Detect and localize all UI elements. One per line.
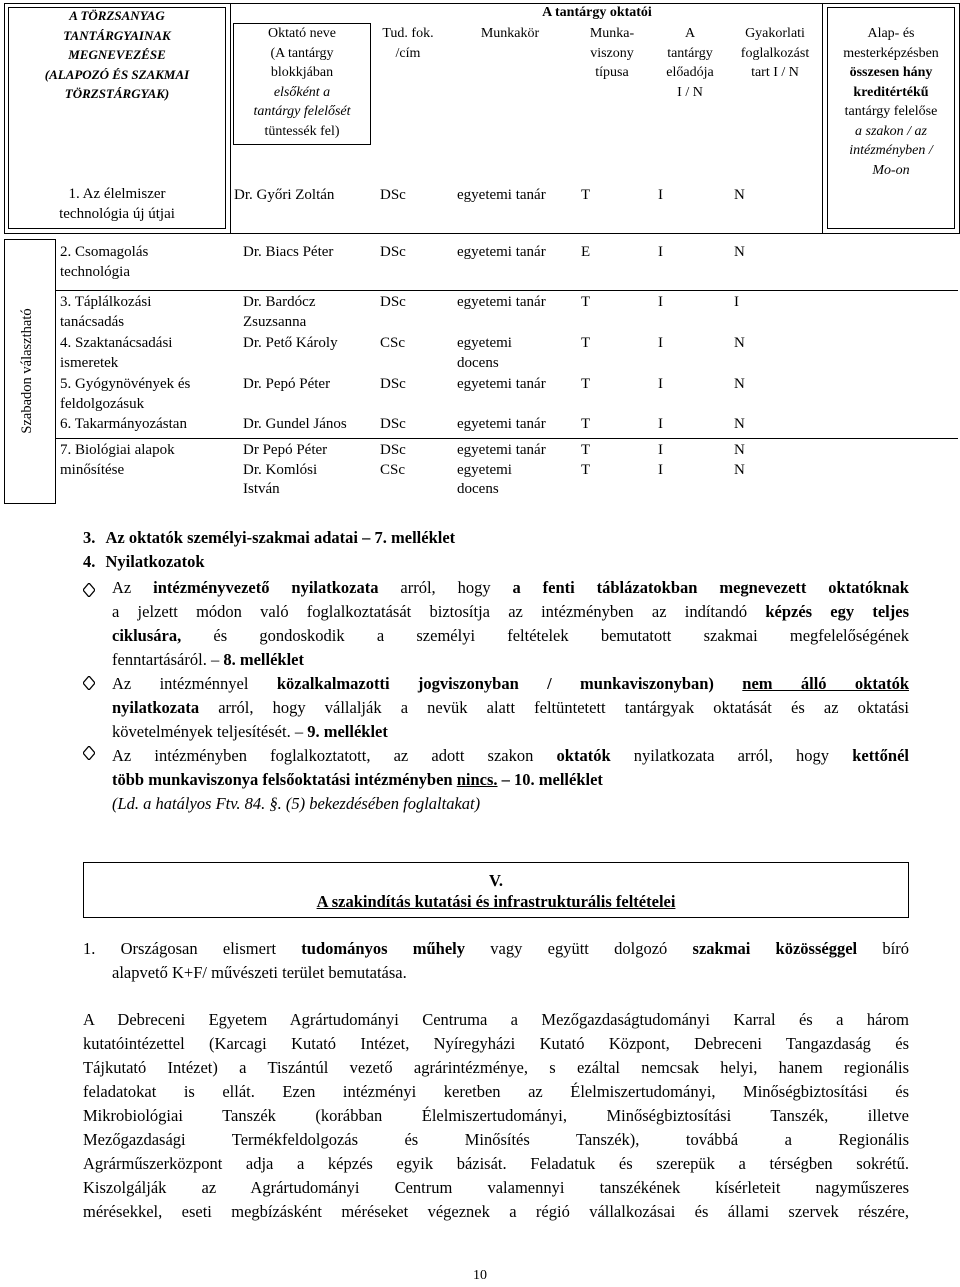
row-type [581, 375, 590, 395]
row-type [581, 293, 590, 313]
row-role-line: egyetemi tanár [457, 442, 546, 458]
row-lecturer-line: I [658, 335, 663, 351]
row-subject [60, 243, 148, 282]
row-subject [60, 293, 151, 332]
row-degree [380, 441, 406, 480]
row-degree-line: DSc [380, 244, 406, 260]
row-role-line: docens [457, 354, 499, 371]
elective-divider [55, 239, 56, 504]
row-degree-line: DSc [380, 376, 406, 392]
row-name-line: Dr. Pepó Péter [243, 376, 331, 392]
elective-rule-2 [55, 438, 958, 439]
section-v-title: A szakindítás kutatási és infrastrukturális feltételei [316, 892, 676, 911]
row-practice [734, 415, 745, 435]
row-name [243, 415, 347, 435]
row-type-line: T [581, 376, 591, 392]
row-role-line: egyetemi tanár [457, 244, 546, 260]
section-4-text: Nyilatkozatok [105, 552, 205, 571]
row-lecturer-line: I [658, 416, 663, 432]
row-practice-line: N [734, 376, 745, 392]
declaration-2-line-3: követelmények teljesítését. – 9. melléklet [112, 722, 388, 741]
row-subject-line: tanácsadás [60, 313, 125, 330]
row-role-line: egyetemi tanár [457, 294, 546, 310]
header-credits: Alap- és mesterképzésben összesen hány kreditértékű tantárgy felelőse a szakon / az intézményben / Mo-on [843, 26, 939, 178]
row-subject-line: 4. Szaktanácsadási [60, 335, 173, 351]
header-employment-type: Munka- viszony típusa [589, 26, 635, 80]
elective-border-left [4, 239, 5, 503]
row-role-line: docens [457, 481, 499, 497]
row-role [457, 243, 546, 263]
paragraph-line: feladatokat is ellát. Ezen intézményi keretben az Élelmiszertudományi, Minőségbiztosítási és [83, 1082, 909, 1101]
row-name [243, 293, 315, 332]
row-lecturer-line: I [658, 461, 663, 478]
header-subject: A TÖRZSANYAG TANTÁRGYAINAK MEGNEVEZÉSE (ALAPOZÓ ÉS SZAKMAI TÖRZSTÁRGYAK) [44, 8, 190, 101]
row-name-line: Zsuzsanna [243, 313, 307, 330]
row-type [581, 243, 590, 263]
row-practice-line: N [734, 416, 745, 432]
row1-practice: N [734, 187, 745, 203]
row-subject-line: ismeretek [60, 354, 119, 371]
header-group-title: A tantárgy oktatói [542, 5, 652, 20]
header-degree: Tud. fok. /cím [382, 26, 434, 61]
row-subject-line: 3. Táplálkozási [60, 294, 152, 310]
row-lecturer-line: I [658, 442, 663, 458]
row-degree-line: DSc [380, 416, 406, 432]
row-type [581, 441, 590, 480]
row-name-line: István [243, 481, 280, 497]
row-type-line: T [581, 335, 591, 351]
row-type [581, 334, 590, 354]
row-lecturer [658, 375, 663, 395]
row-name-line: Dr. Pető Károly [243, 335, 338, 351]
row-name-line: Dr. Komlósi [243, 461, 318, 478]
row-lecturer [658, 293, 663, 313]
row-name [243, 441, 327, 500]
row-name-line: Dr Pepó Péter [243, 442, 328, 458]
row-name-line: Dr. Gundel János [243, 416, 347, 432]
row-subject-line: minősítése [60, 461, 125, 478]
row-type-line: T [581, 461, 591, 478]
section-4-number: 4. [83, 552, 96, 571]
header-teacher-name: Oktató neve (A tantárgy blokkjában elsőként a tantárgy felelősét tüntessék fel) [253, 26, 351, 139]
section-v-number: V. [489, 871, 503, 890]
row-role [457, 334, 512, 373]
row-subject-line: 2. Csomagolás [60, 244, 149, 260]
row-subject-line: technológia [60, 263, 130, 280]
row-name [243, 375, 330, 395]
row1-lecturer: I [658, 187, 663, 203]
bullet-diamond-icon [83, 746, 95, 760]
row-practice [734, 375, 745, 395]
page-number: 10 [473, 1268, 487, 1283]
elective-side-label: Szabadon választható [19, 308, 35, 434]
header-practice: Gyakorlati foglalkozást tart I / N [740, 26, 810, 80]
row-practice-line: N [734, 461, 745, 478]
row-degree-line: DSc [380, 442, 406, 458]
row-degree-line: CSc [380, 335, 406, 351]
paragraph-line: kutatóintézettel (Karcagi Kutató Intézet, Nyíregyházi Kutató Központ, Debreceni Tangazdaság és [83, 1034, 909, 1053]
row1-name: Dr. Győri Zoltán [234, 187, 335, 203]
header-position: Munkakör [480, 26, 540, 41]
paragraph-line: Tájkutató Intézet) a Tiszántúl vezető agrárintézménye, s ezáltal nemcsak helyi, hanem regionális [83, 1058, 909, 1077]
row-subject-line: 7. Biológiai alapok [60, 442, 175, 458]
row-role [457, 375, 546, 395]
row-lecturer-line: I [658, 376, 663, 392]
row-subject-line: 5. Gyógynövények és [60, 376, 191, 392]
row-type-line: E [581, 244, 591, 260]
row-role [457, 441, 546, 500]
section-v-box [83, 862, 909, 918]
row-practice [734, 293, 739, 313]
table-border-left [4, 3, 5, 234]
row-practice-line: N [734, 244, 745, 260]
declaration-2-line-2: nyilatkozata arról, hogy vállalják a nevük alatt feltüntetett tantárgyak oktatását és az oktatási [112, 698, 909, 717]
row-subject-line: 6. Takarmányozástan [60, 416, 187, 432]
row-subject [60, 375, 190, 414]
table-divider-2 [822, 3, 823, 234]
row1-role: egyetemi tanár [457, 187, 546, 203]
row-type-line: T [581, 294, 591, 310]
row-degree-line: DSc [380, 294, 406, 310]
declaration-1-line-4: fenntartásáról. – 8. melléklet [112, 650, 304, 669]
declaration-1-line-3: ciklusára, és gondoskodik a személyi feltételek bemutatott szakmai megfelelőségének [112, 626, 909, 645]
row-role-line: egyetemi [457, 461, 512, 478]
declaration-3-line-2: több munkaviszonya felsőoktatási intézményben nincs. – 10. melléklet [112, 770, 603, 789]
row-role-line: egyetemi tanár [457, 376, 546, 392]
row-role [457, 293, 546, 313]
table-divider-1 [230, 3, 231, 234]
section-3-text: Az oktatók személyi-szakmai adatai – 7. melléklet [105, 528, 456, 547]
row-name-line: Dr. Bardócz [243, 294, 316, 310]
elective-rule-1 [55, 290, 958, 291]
row-practice-line: N [734, 335, 745, 351]
row-practice-line: I [734, 294, 739, 310]
row-degree [380, 334, 405, 354]
row-name [243, 243, 333, 263]
section-3-number: 3. [83, 528, 96, 547]
row-lecturer-line: I [658, 244, 663, 260]
row-degree [380, 415, 406, 435]
row1-subject: 1. Az élelmiszer technológia új útjai [59, 186, 175, 222]
row-lecturer-line: I [658, 294, 663, 310]
header-lecturer: A tantárgy előadója I / N [666, 26, 714, 100]
row-name [243, 334, 338, 354]
row-type-line: T [581, 416, 591, 432]
row-role-line: egyetemi tanár [457, 416, 546, 432]
row-degree [380, 293, 406, 313]
row-subject [60, 334, 172, 373]
row-type [581, 415, 590, 435]
row-subject [60, 415, 187, 435]
table-border-bottom [4, 233, 959, 234]
row1-type: T [581, 187, 591, 203]
paragraph-line: Agrárműszerközpont adja a képzés egyik bázisát. Feladatuk és szerepük a térségben sokrétű. [83, 1154, 909, 1173]
section-4 [83, 552, 205, 572]
row-lecturer [658, 243, 663, 263]
row-practice [734, 334, 745, 354]
bullet-diamond-icon [83, 583, 95, 597]
row-lecturer [658, 334, 663, 354]
row-practice-line: N [734, 442, 745, 458]
declaration-2-line-1: Az intézménnyel közalkalmazotti jogviszonyban / munkaviszonyban) nem álló oktatók [112, 674, 910, 693]
row-type-line: T [581, 442, 591, 458]
paragraph-line: Mezőgazdasági Termékfeldolgozás és Minősítés Tanszék), továbbá a Regionális [83, 1130, 909, 1149]
item-1-line-2: alapvető K+F/ művészeti terület bemutatása. [112, 963, 407, 982]
row-practice [734, 441, 745, 480]
declaration-3-line-3: (Ld. a hatályos Ftv. 84. §. (5) bekezdésében foglaltakat) [112, 794, 481, 813]
declaration-1-line-1: Az intézményvezető nyilatkozata arról, hogy a fenti táblázatokban megnevezett oktatóknak [112, 578, 909, 597]
row-name-line: Dr. Biacs Péter [243, 244, 334, 260]
paragraph-line: A Debreceni Egyetem Agrártudományi Centruma a Mezőgazdaságtudományi Karral és a három [83, 1010, 909, 1029]
declaration-1-line-2: a jelzett módon való foglalkoztatását biztosítja az intézményben az indítandó képzés egy teljes [112, 602, 910, 621]
row-degree [380, 243, 406, 263]
row1-degree: DSc [380, 187, 406, 203]
row-subject-line: feldolgozásuk [60, 395, 145, 412]
row-degree-line: CSc [380, 461, 406, 478]
row-practice [734, 243, 745, 263]
paragraph-line: mérésekkel, eseti megbízásként méréseket végeznek a régió vállalkozásai és állami szervek részére, [83, 1202, 909, 1221]
declaration-3-line-1: Az intézményben foglalkoztatott, az adott szakon oktatók nyilatkozata arról, hogy kettőnél [112, 746, 910, 765]
row-role [457, 415, 546, 435]
row-role-line: egyetemi [457, 335, 512, 351]
elective-border-bottom [4, 503, 56, 504]
row-lecturer [658, 415, 663, 435]
row-subject [60, 441, 175, 480]
row-degree [380, 375, 406, 395]
section-3 [83, 528, 455, 548]
paragraph-line: Kiszolgálják az Agrártudományi Centrum valamennyi tanszékének kísérleteit nagyműszeres [83, 1178, 909, 1197]
bullet-diamond-icon [83, 676, 95, 690]
item-1-line-1: 1. Országosan elismert tudományos műhely vagy együtt dolgozó szakmai közösséggel bíró [83, 939, 909, 958]
row-lecturer [658, 441, 663, 480]
paragraph-line: Mikrobiológiai Tanszék (korábban Élelmiszertudományi, Minőségbiztosítási Tanszék, illetve [83, 1106, 909, 1125]
